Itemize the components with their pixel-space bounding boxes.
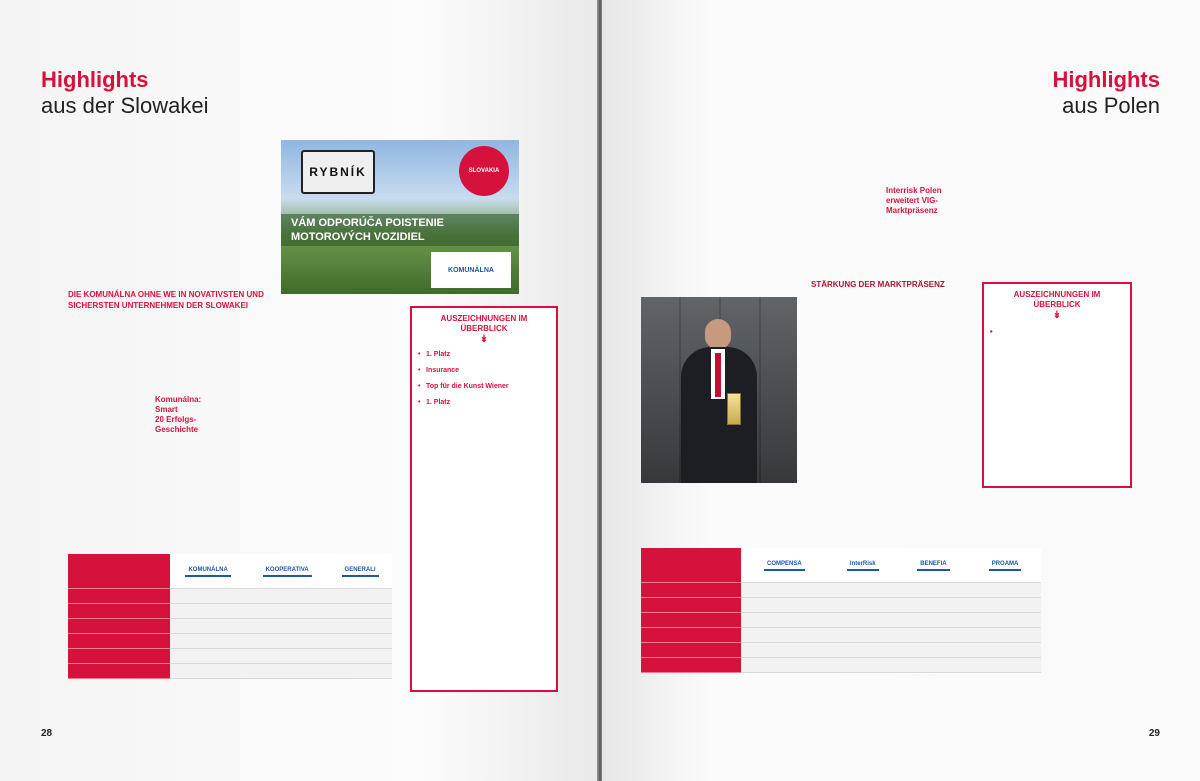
table-row-label	[68, 664, 170, 679]
table-header-label	[68, 554, 170, 589]
awards-list	[412, 350, 556, 408]
table-header-row	[68, 554, 392, 589]
table-cell	[328, 649, 392, 664]
table-cell	[170, 589, 246, 604]
table-cell	[246, 619, 328, 634]
table-row-label	[68, 619, 170, 634]
brand-logo	[431, 252, 511, 288]
table-cell	[828, 583, 898, 598]
right-pull-quote	[886, 186, 966, 216]
right-subhead: STÄRKUNG DER MARKTPRÄSENZ	[811, 280, 945, 289]
pull-quote-line: Smart	[155, 405, 178, 414]
company-logo: KOOPERATIVA	[263, 565, 312, 577]
company-logo: KOMUNÁLNA	[185, 565, 230, 577]
table-row-label	[641, 613, 741, 628]
award-trophy	[727, 393, 741, 425]
left-title-country: aus der Slowakei	[41, 93, 209, 118]
table-cell	[246, 664, 328, 679]
table-row-label	[641, 643, 741, 658]
town-sign	[301, 150, 375, 194]
table-cell	[969, 643, 1041, 658]
right-title-highlights: Highlights	[1052, 67, 1160, 92]
table-cell	[969, 658, 1041, 673]
table-cell	[741, 658, 828, 673]
table-logo-cell	[828, 548, 898, 583]
award-badge	[459, 146, 509, 196]
award-item: • 1. Platz	[426, 398, 550, 408]
table-cell	[969, 628, 1041, 643]
left-page-number: 28	[41, 728, 53, 739]
table-cell	[170, 604, 246, 619]
table-cell	[170, 619, 246, 634]
table-cell	[828, 658, 898, 673]
table-header-label	[641, 548, 741, 583]
left-awards-box	[410, 306, 558, 692]
table-cell	[328, 634, 392, 649]
table-cell	[898, 628, 969, 643]
right-page-number: 29	[1148, 728, 1160, 739]
table-cell	[828, 598, 898, 613]
table-logo-cell	[328, 554, 392, 589]
table-cell	[741, 598, 828, 613]
table-cell	[898, 658, 969, 673]
table-cell	[246, 604, 328, 619]
table-row-label	[641, 658, 741, 673]
portrait-photo	[641, 297, 797, 483]
table-cell	[328, 619, 392, 634]
table-cell	[170, 664, 246, 679]
left-title-highlights: Highlights	[41, 67, 149, 92]
table-cell	[828, 613, 898, 628]
company-logo: COMPENSA	[764, 559, 805, 571]
table-cell	[741, 643, 828, 658]
chevron-down-icon: ↡	[1052, 310, 1062, 321]
award-item: • 1. Platz	[426, 350, 550, 360]
pull-quote-line: 20 Erfolgs-	[155, 415, 197, 424]
left-subhead: DIE KOMUNÁLNA OHNE WE IN NOVATIVSTEN UND SICHERSTEN UNTERNEHMEN DER SLOWAKEI	[68, 290, 264, 310]
company-logo: GENERALI	[342, 565, 379, 577]
company-logo: PROAMA	[989, 559, 1022, 571]
table-row	[641, 628, 1041, 643]
person-head	[705, 319, 731, 349]
table-row	[68, 634, 392, 649]
town-sign-text: RYBNÍK	[309, 165, 367, 179]
brand-logo-text: KOMUNÁLNA	[448, 266, 494, 274]
table-row-label	[641, 598, 741, 613]
table-row-label	[68, 589, 170, 604]
table-row	[641, 658, 1041, 673]
table-cell	[969, 613, 1041, 628]
table-cell	[969, 598, 1041, 613]
awards-box-title-line: AUSZEICHNUNGEN IM	[440, 314, 528, 323]
left-page	[0, 0, 598, 781]
ad-headline	[291, 216, 444, 244]
table-logo-cell	[170, 554, 246, 589]
table-row	[641, 643, 1041, 658]
table-cell	[741, 613, 828, 628]
awards-box-title-line: ÜBERBLICK	[460, 324, 508, 333]
table-cell	[828, 643, 898, 658]
table-cell	[741, 628, 828, 643]
award-item: • Top für die Kunst Wiener	[426, 382, 550, 392]
table-logo-cell	[898, 548, 969, 583]
table-row	[68, 664, 392, 679]
table-row	[641, 613, 1041, 628]
table-cell	[328, 589, 392, 604]
company-logo: InterRisk	[847, 559, 879, 571]
table-logo-cell	[969, 548, 1041, 583]
pull-quote-line: Geschichte	[155, 425, 199, 434]
table-cell	[898, 598, 969, 613]
pull-quote-line: erweitert VIG-	[886, 196, 939, 205]
pull-quote-line: Interrisk Polen	[886, 186, 942, 195]
pull-quote-line: Komunálna:	[155, 395, 202, 404]
table-row	[641, 583, 1041, 598]
table-cell	[898, 643, 969, 658]
award-badge-text: SLOVAKIA	[468, 168, 500, 174]
table-cell	[969, 583, 1041, 598]
table-row-label	[641, 583, 741, 598]
chevron-down-icon: ↡	[479, 334, 489, 345]
table-cell	[898, 613, 969, 628]
company-logo: BENEFIA	[917, 559, 949, 571]
table-cell	[828, 628, 898, 643]
table-cell	[328, 604, 392, 619]
table-row	[641, 598, 1041, 613]
table-cell	[741, 583, 828, 598]
ad-headline-line: VÁM ODPORÚČA POISTENIE	[291, 217, 444, 229]
table-cell	[328, 664, 392, 679]
table-logo-cell	[246, 554, 328, 589]
awards-box-title	[984, 290, 1130, 310]
table-cell	[246, 634, 328, 649]
advertisement-image	[281, 140, 519, 294]
table-cell	[246, 649, 328, 664]
right-title-country: aus Polen	[1062, 93, 1160, 118]
awards-box-title-line: ÜBERBLICK	[1033, 300, 1081, 309]
pull-quote-line: Marktpräsenz	[886, 206, 938, 215]
award-item: • Insurance	[426, 366, 550, 376]
table-row-label	[68, 604, 170, 619]
table-cell	[246, 589, 328, 604]
table-header-row	[641, 548, 1041, 583]
awards-box-title	[412, 314, 556, 334]
table-row-label	[68, 634, 170, 649]
person-tie	[715, 353, 721, 397]
table-cell	[170, 649, 246, 664]
table-row-label	[68, 649, 170, 664]
table-row	[68, 589, 392, 604]
right-comparison-table	[641, 548, 1041, 673]
left-pull-quote	[155, 395, 235, 435]
table-logo-cell	[741, 548, 828, 583]
ad-headline-line: MOTOROVÝCH VOZIDIEL	[291, 231, 425, 243]
table-row	[68, 604, 392, 619]
awards-box-title-line: AUSZEICHNUNGEN IM	[1013, 290, 1101, 299]
table-row-label	[641, 628, 741, 643]
table-row	[68, 649, 392, 664]
right-awards-box	[982, 282, 1132, 488]
left-intro-text	[68, 136, 268, 266]
left-comparison-table	[68, 554, 392, 679]
table-cell	[170, 634, 246, 649]
table-cell	[898, 583, 969, 598]
table-row	[68, 619, 392, 634]
